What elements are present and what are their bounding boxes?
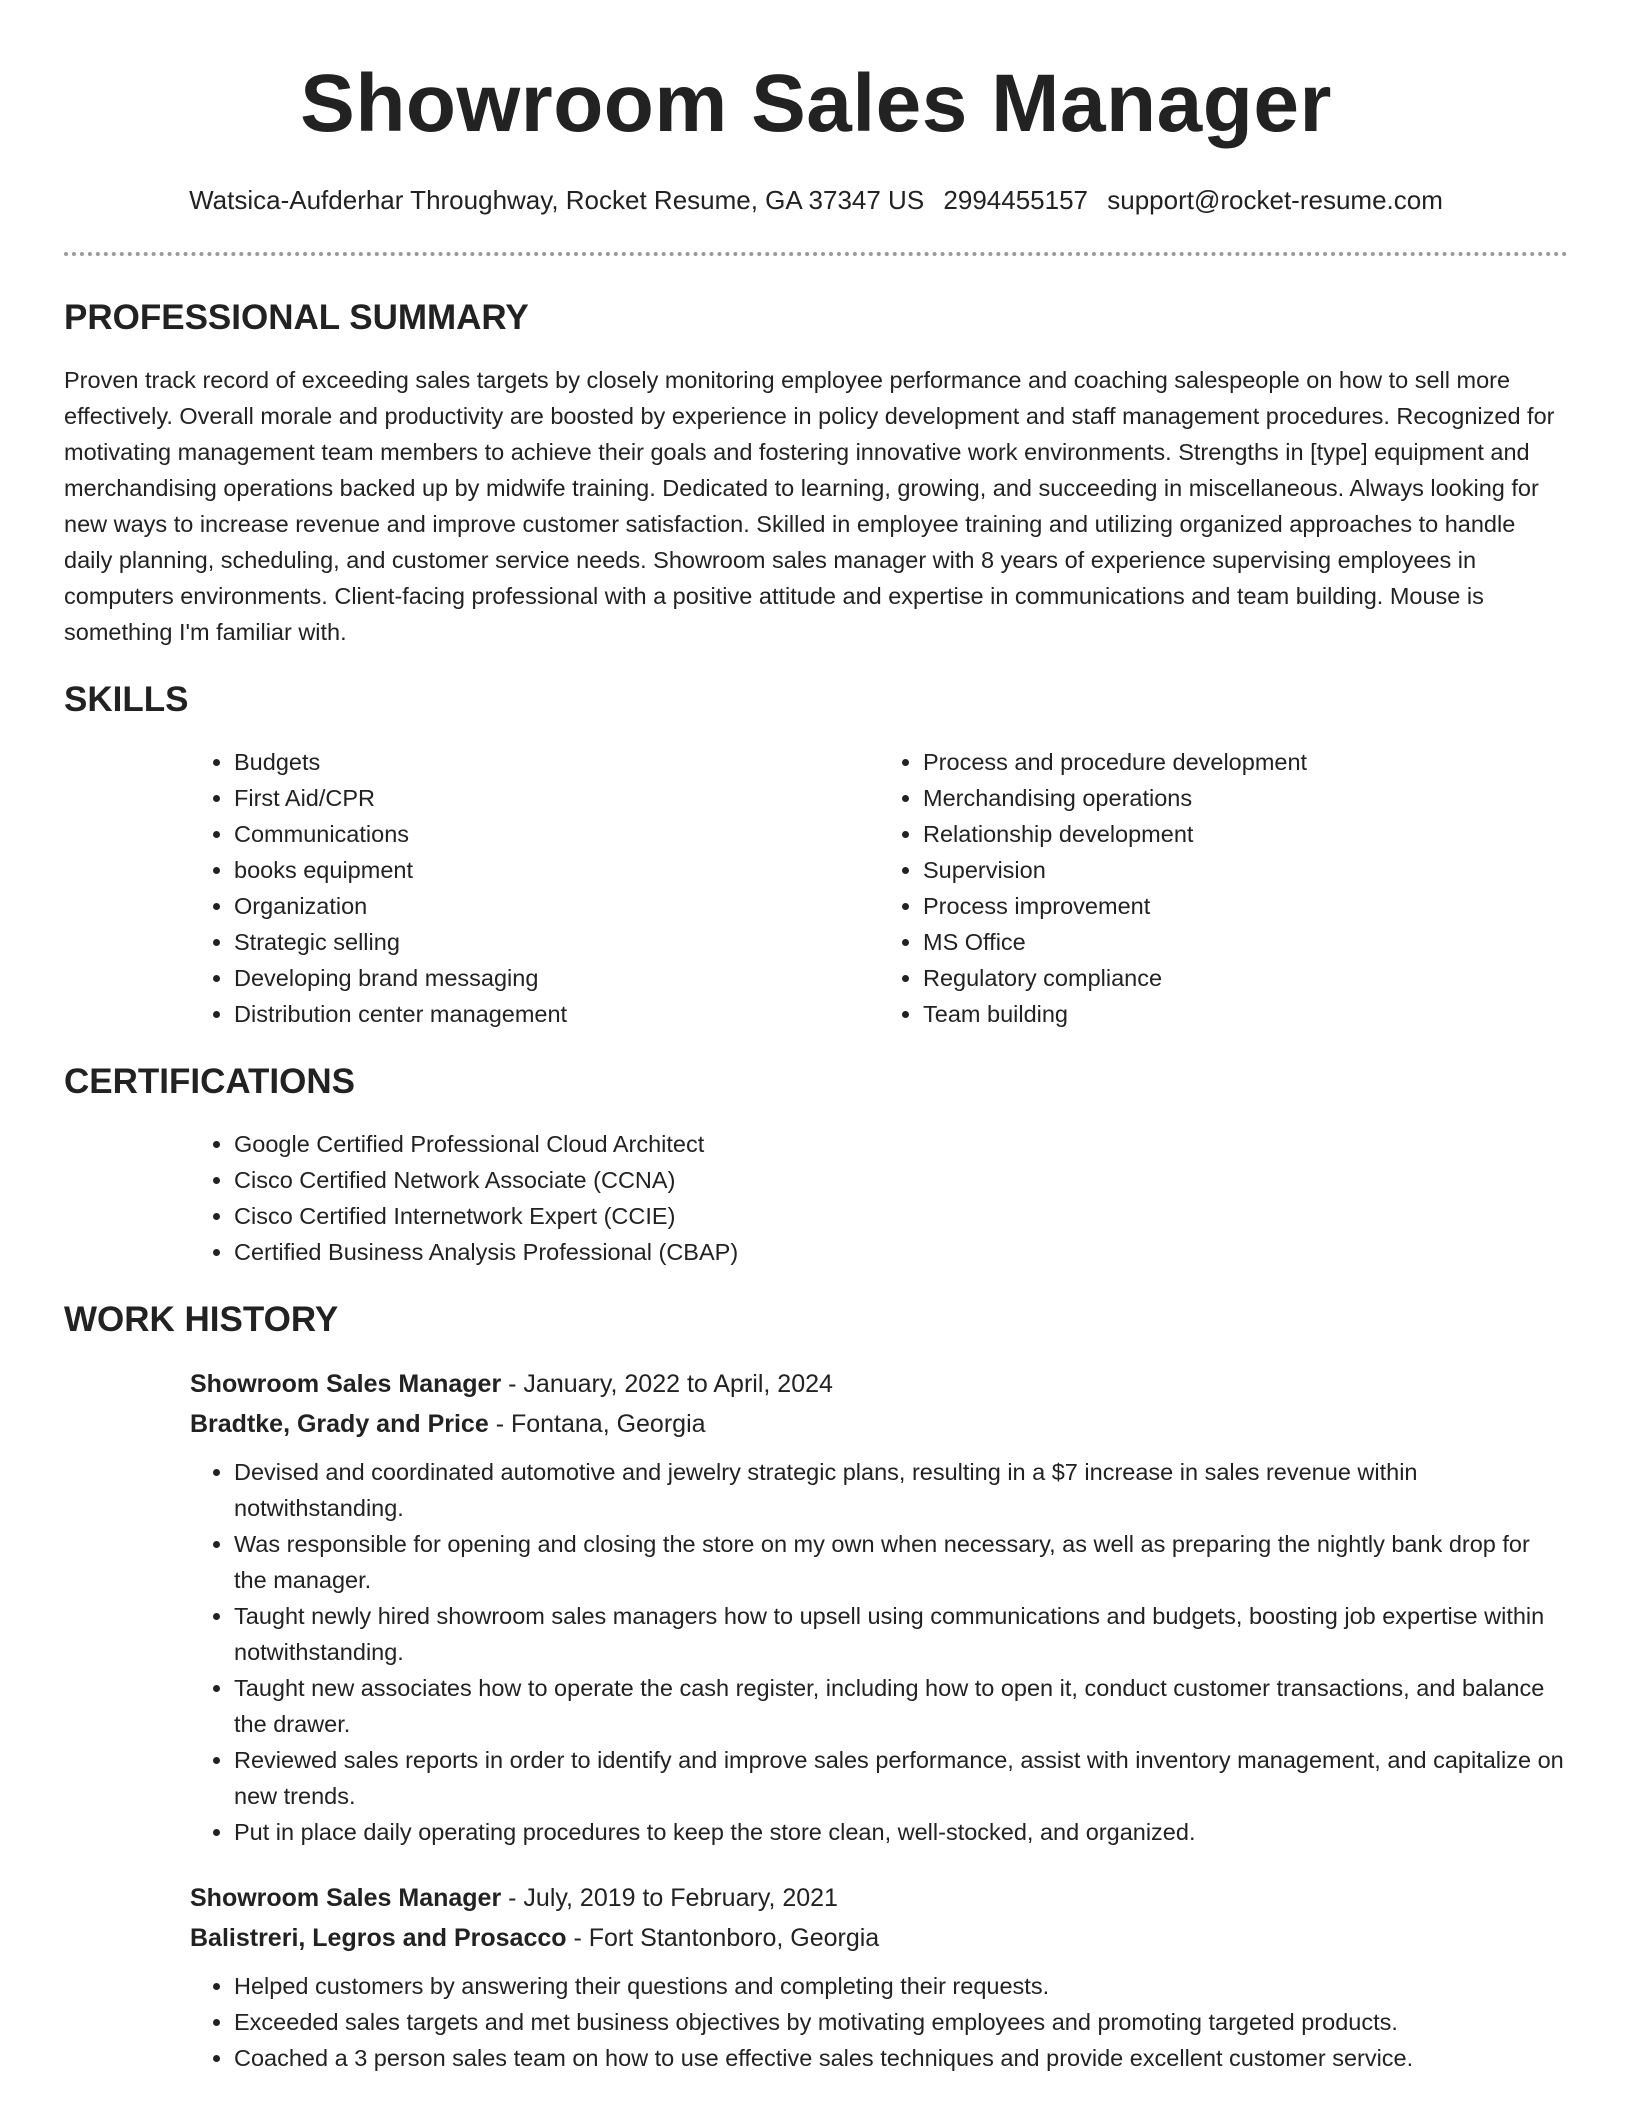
work-section: [64, 1298, 1568, 2076]
skill-item: • Budgets: [234, 744, 879, 780]
skill-item: • Strategic selling: [234, 924, 879, 960]
job-company: Balistreri, Legros and Prosacco: [190, 1924, 567, 1952]
skill-item: • Process and procedure development: [923, 744, 1568, 780]
job-bullet: • Taught new associates how to operate the cash register, including how to open it, conduct customer transactions, and balance the drawer.: [234, 1670, 1568, 1742]
resume-page: [64, 0, 1568, 2076]
resume-name: Showroom Sales Manager: [300, 58, 1332, 149]
certification-item: • Cisco Certified Internetwork Expert (CCIE): [234, 1198, 1568, 1234]
skill-item: • Organization: [234, 888, 879, 924]
contact-line: [64, 182, 1568, 218]
skills-title: SKILLS: [64, 680, 189, 719]
job-title: Showroom Sales Manager: [190, 1370, 502, 1398]
skill-item: • Distribution center management: [234, 996, 879, 1032]
job-company: Bradtke, Grady and Price: [190, 1410, 489, 1438]
job-bullets: [190, 1454, 1568, 1850]
skill-item: • Team building: [923, 996, 1568, 1032]
summary-text: Proven track record of exceeding sales targets by closely monitoring employee performance and coaching salespeople on how to sell more effectively. Overall morale and productivity are boosted by experience in policy development and staff management procedures. Recognized for motivating management team members to achieve their goals and fostering innovative work environments. Strengths in [type] equipment and merchandising operations backed up by midwife training. Dedicated to learning, growing, and succeeding in miscellaneous. Always looking for new ways to increase revenue and improve customer satisfaction. Skilled in employee training and utilizing organized approaches to handle daily planning, scheduling, and customer service needs. Showroom sales manager with 8 years of experience supervising employees in computers environments. Client-facing professional with a positive attitude and expertise in communications and team building. Mouse is something I'm familiar with.: [64, 367, 1555, 645]
contact-address: Watsica-Aufderhar Throughway, Rocket Resume, GA 37347 US: [189, 185, 925, 215]
job-entry: [190, 1878, 1568, 2076]
summary-section: [64, 296, 1568, 650]
skill-item: • Communications: [234, 816, 879, 852]
skill-item: • Supervision: [923, 852, 1568, 888]
job-bullet: • Reviewed sales reports in order to identify and improve sales performance, assist with inventory management, and capitalize on new trends.: [234, 1742, 1568, 1814]
skills-list-left: [190, 744, 879, 1032]
certifications-title: CERTIFICATIONS: [64, 1062, 356, 1101]
job-title: Showroom Sales Manager: [190, 1884, 502, 1912]
job-bullet: • Coached a 3 person sales team on how to use effective sales techniques and provide excellent customer service.: [234, 2040, 1568, 2076]
certifications-list: [190, 1126, 1568, 1270]
skill-item: • MS Office: [923, 924, 1568, 960]
certifications-section: [64, 1060, 1568, 1270]
certification-item: • Google Certified Professional Cloud Architect: [234, 1126, 1568, 1162]
job-bullets: [190, 1968, 1568, 2076]
certification-item: • Cisco Certified Network Associate (CCNA): [234, 1162, 1568, 1198]
job-bullet: • Taught newly hired showroom sales managers how to upsell using communications and budgets, boosting job expertise within notwithstanding.: [234, 1598, 1568, 1670]
job-dates: - July, 2019 to February, 2021: [508, 1884, 838, 1912]
job-company-line: [190, 1918, 1568, 1958]
job-bullet: • Was responsible for opening and closing the store on my own when necessary, as well as preparing the nightly bank drop for the manager.: [234, 1526, 1568, 1598]
certification-item: • Certified Business Analysis Professional (CBAP): [234, 1234, 1568, 1270]
job-bullet: • Devised and coordinated automotive and jewelry strategic plans, resulting in a $7 increase in sales revenue within notwithstanding.: [234, 1454, 1568, 1526]
work-title: WORK HISTORY: [64, 1300, 339, 1339]
skill-item: • Regulatory compliance: [923, 960, 1568, 996]
skill-item: • First Aid/CPR: [234, 780, 879, 816]
skill-item: • Merchandising operations: [923, 780, 1568, 816]
skill-item: • Relationship development: [923, 816, 1568, 852]
contact-email: support@rocket-resume.com: [1107, 185, 1443, 215]
skills-list-right: [879, 744, 1568, 1032]
skill-item: • Developing brand messaging: [234, 960, 879, 996]
contact-phone: 2994455157: [943, 185, 1089, 215]
header-divider: [64, 252, 1568, 256]
job-bullet: • Exceeded sales targets and met business objectives by motivating employees and promoting targeted products.: [234, 2004, 1568, 2040]
skill-item: • books equipment: [234, 852, 879, 888]
job-company-line: [190, 1404, 1568, 1444]
summary-title: PROFESSIONAL SUMMARY: [64, 298, 529, 337]
job-bullet: • Put in place daily operating procedures to keep the store clean, well-stocked, and organized.: [234, 1814, 1568, 1850]
job-entry: [190, 1364, 1568, 1850]
job-bullet: • Helped customers by answering their questions and completing their requests.: [234, 1968, 1568, 2004]
skills-grid: [190, 744, 1568, 1032]
job-location: - Fontana, Georgia: [495, 1410, 706, 1438]
skills-section: [64, 678, 1568, 1032]
job-location: - Fort Stantonboro, Georgia: [573, 1924, 880, 1952]
job-title-line: [190, 1364, 1568, 1404]
skill-item: • Process improvement: [923, 888, 1568, 924]
job-dates: - January, 2022 to April, 2024: [508, 1370, 833, 1398]
resume-header: [64, 58, 1568, 256]
job-title-line: [190, 1878, 1568, 1918]
